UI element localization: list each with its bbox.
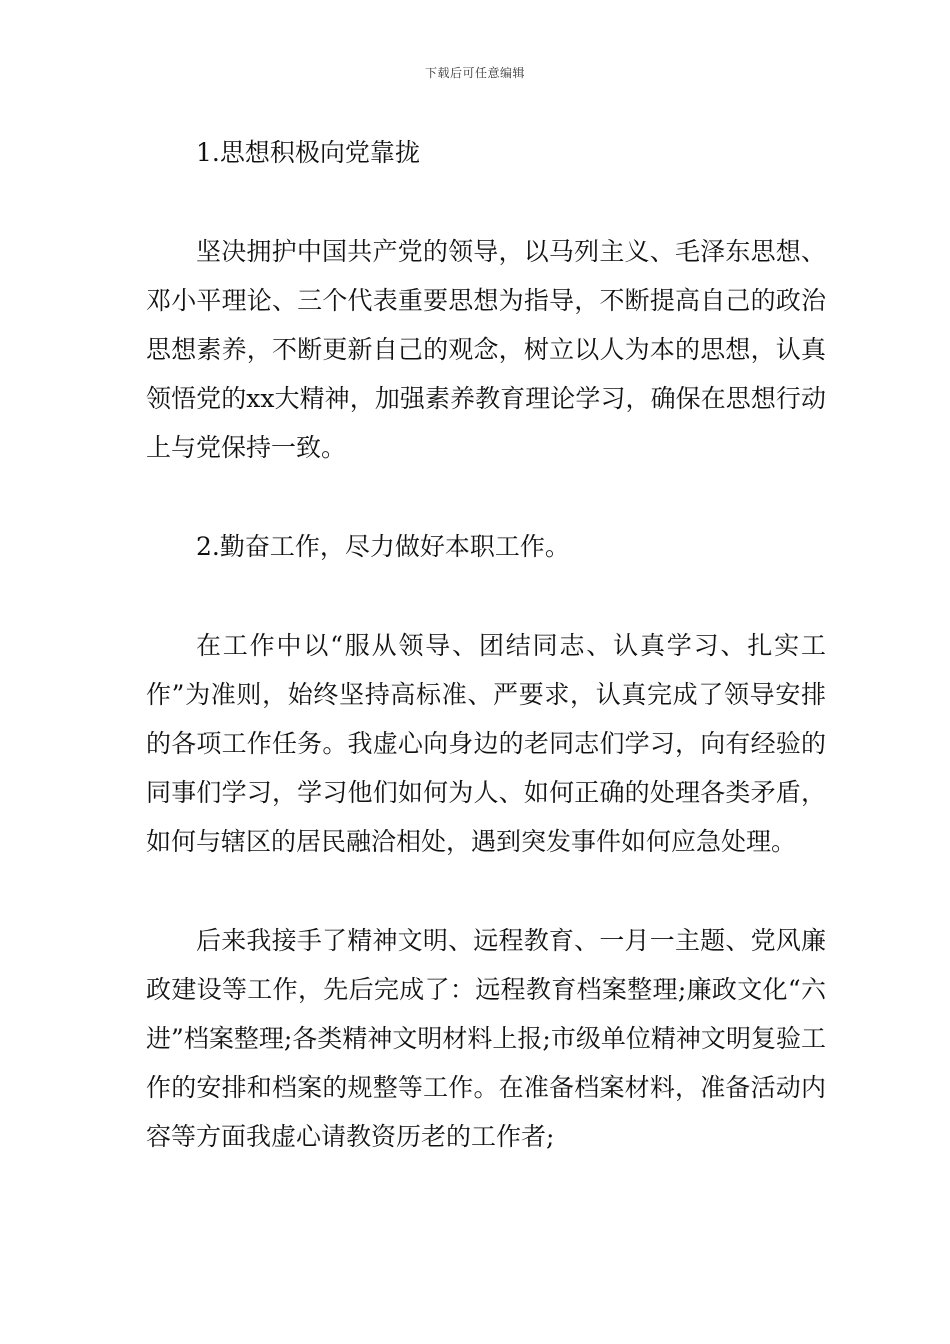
page-header: 下载后可任意编辑 bbox=[424, 66, 525, 80]
document-body bbox=[146, 128, 826, 1161]
section-2-heading: 2.勤奋工作，尽力做好本职工作。 bbox=[196, 532, 570, 561]
spacer bbox=[146, 866, 826, 916]
spacer bbox=[146, 472, 826, 522]
section-2-paragraph-1: 在工作中以“服从领导、团结同志、认真学习、扎实工作”为准则，始终坚持高标准、严要求，认真完成了领导安排的各项工作任务。我虚心向身边的老同志们学习，向有经验的同事们学习，学习他们如何为人、如何正确的处理各类矛盾，如何与辖区的居民融洽相处，遇到突发事件如何应急处理。 bbox=[146, 631, 826, 856]
spacer bbox=[146, 177, 826, 227]
spacer bbox=[146, 571, 826, 621]
section-1-paragraph: 坚决拥护中国共产党的领导，以马列主义、毛泽东思想、邓小平理论、三个代表重要思想为指导，不断提高自己的政治思想素养，不断更新自己的观念，树立以人为本的思想，认真领悟党的xx大精神，加强素养教育理论学习，确保在思想行动上与党保持一致。 bbox=[146, 237, 826, 462]
section-2-paragraph-2: 后来我接手了精神文明、远程教育、一月一主题、党风廉政建设等工作，先后完成了：远程教育档案整理;廉政文化“六进”档案整理;各类精神文明材料上报;市级单位精神文明复验工作的安排和档案的规整等工作。在准备档案材料，准备活动内容等方面我虚心请教资历老的工作者; bbox=[146, 926, 826, 1151]
section-1-heading: 1.思想积极向党靠拢 bbox=[196, 138, 420, 167]
